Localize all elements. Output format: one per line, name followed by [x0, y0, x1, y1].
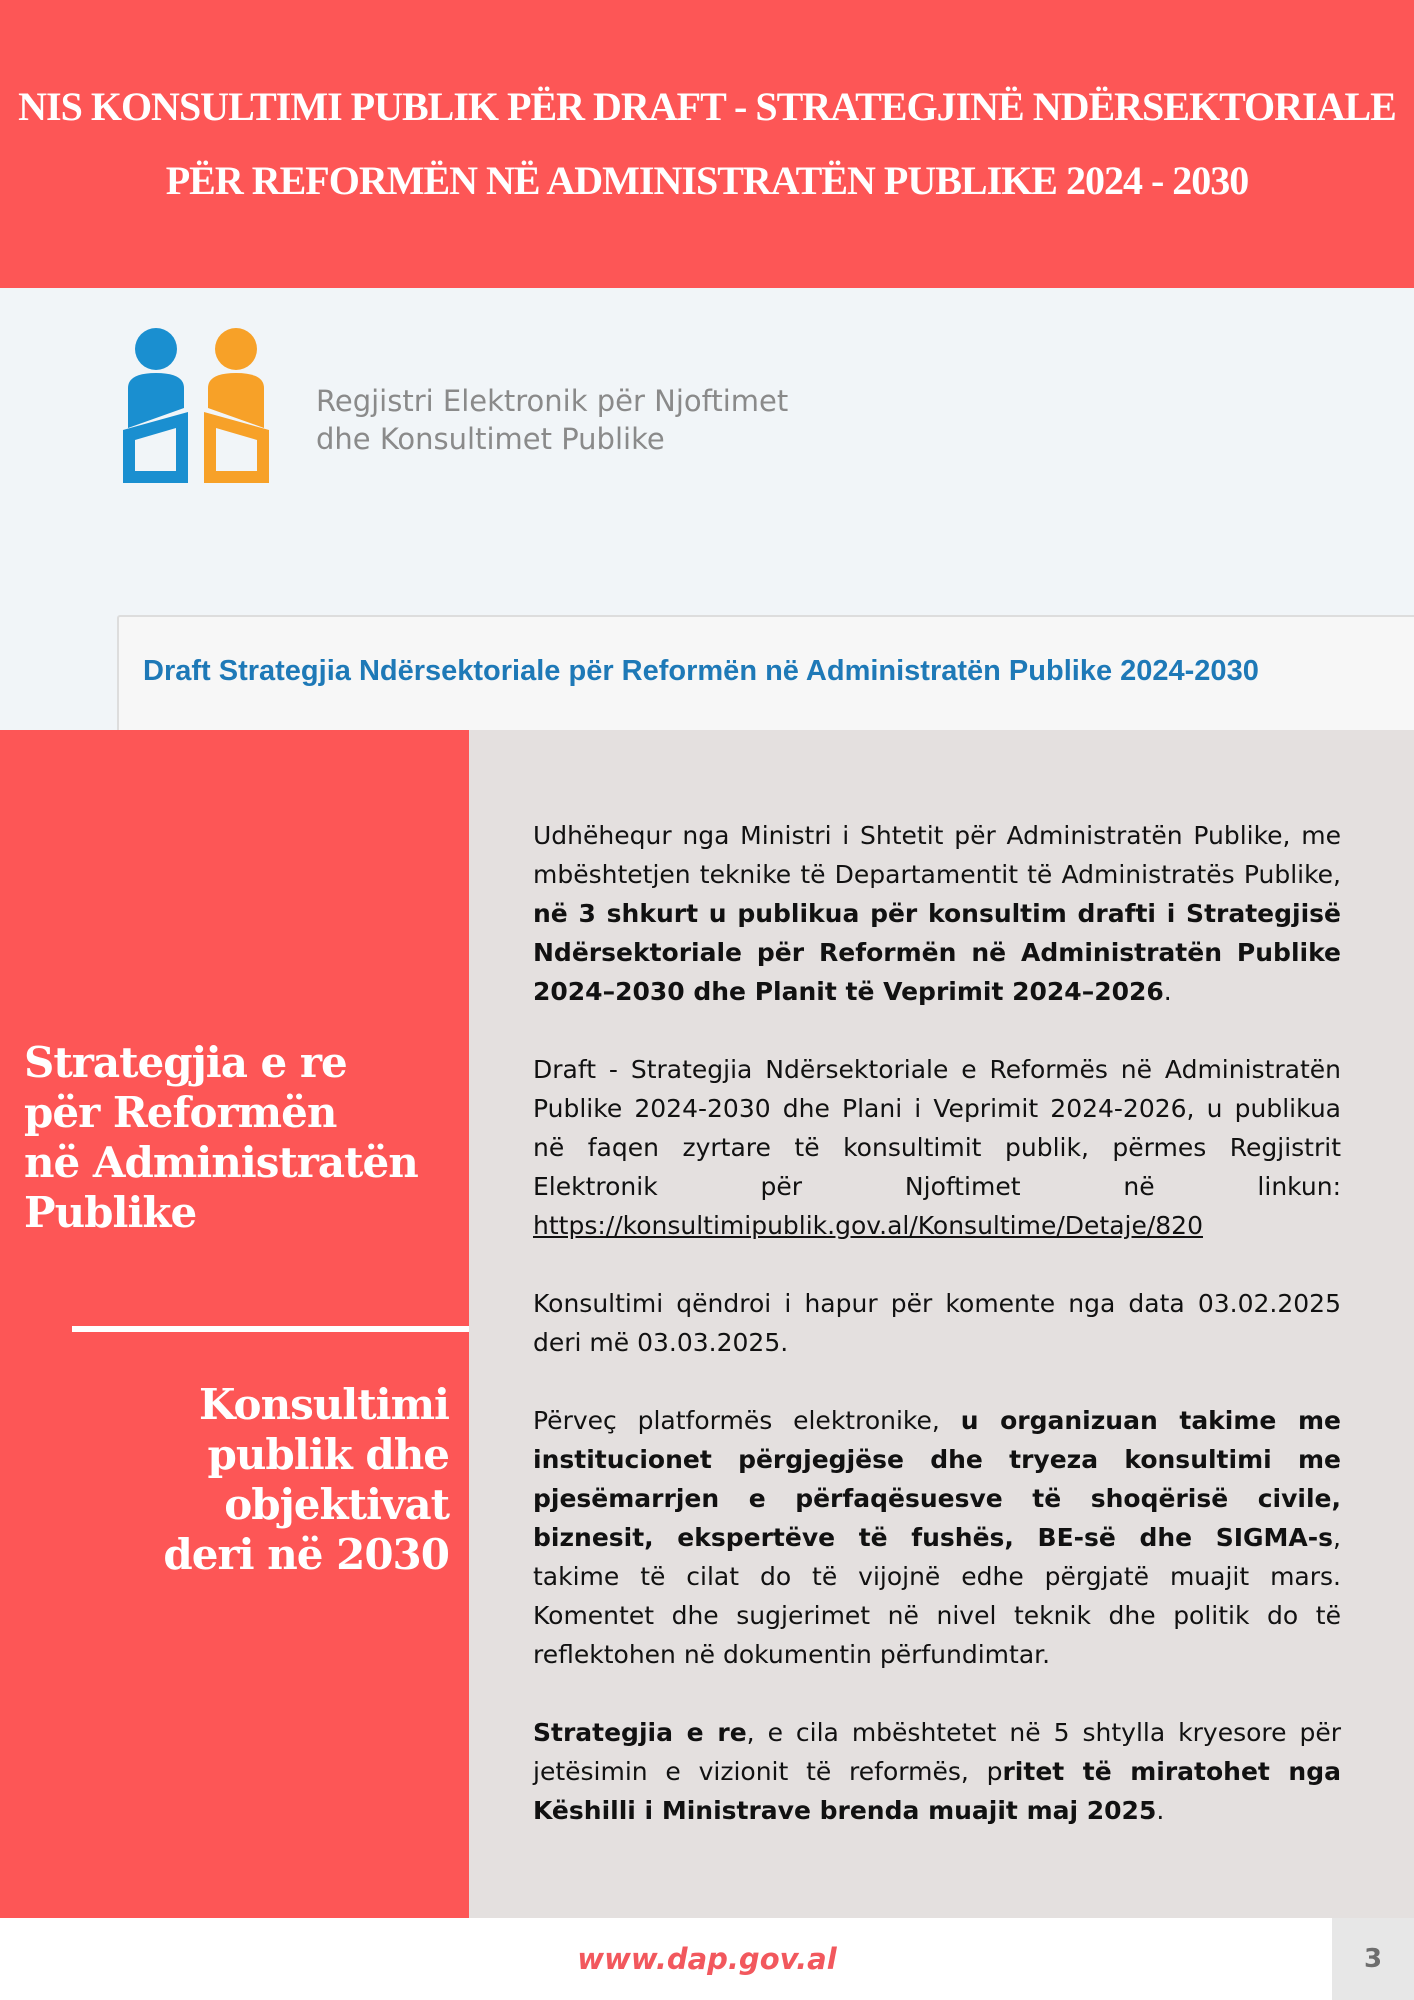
logo-text-line-1: Regjistri Elektronik për Njoftimet	[316, 384, 789, 418]
paragraph-bold-text: në 3 shkurt u publikua për konsultim drafti i Strategjisë Ndërsektoriale për Reformën në Administratën Publike 2024–2030 dhe Planit të Veprimit 2024–2026	[533, 899, 1341, 1006]
sidebar-heading-line: Strategjia e re	[24, 1038, 347, 1087]
logo-text-line-2: dhe Konsultimet Publike	[316, 422, 665, 456]
paragraph-bold-text: ritet të miratohet nga Këshilli i Ministrave brenda muajit maj 2025	[533, 1757, 1341, 1825]
sidebar-heading-line: Publike	[24, 1188, 197, 1237]
paragraph-text: Draft - Strategjia Ndërsektoriale e Reformës në Administratën Publike 2024-2030 dhe Plani i Veprimit 2024-2026, u publikua në faqen zyrtare të konsultimit publik, përmes Regjistrit Elektronik për Njoftimet në linkun:	[533, 1055, 1341, 1201]
article-body	[533, 816, 1341, 1869]
paragraph-text: .	[1163, 977, 1172, 1006]
consultation-title: Draft Strategjia Ndërsektoriale për Reformën në Administratën Publike 2024-2030	[143, 655, 1259, 687]
sidebar-subheading	[49, 1380, 449, 1580]
header-title-line-2: PËR REFORMËN NË ADMINISTRATËN PUBLIKE 2024 - 2030	[165, 158, 1249, 203]
main-content	[469, 730, 1414, 1918]
sidebar-heading-line: në Administratën	[24, 1138, 418, 1187]
paragraph-text: Përveç platformës elektronike,	[533, 1406, 961, 1435]
page-number-box	[1332, 1918, 1414, 2000]
sidebar-heading-line: për Reformën	[24, 1088, 337, 1137]
paragraph-link	[533, 1050, 1341, 1245]
paragraph-approval	[533, 1713, 1341, 1830]
paragraph-publication	[533, 816, 1341, 1011]
paragraph-bold-text: u organizuan takime me institucionet përgjegjëse dhe tryeza konsultimi me pjesëmarrjen e përfaqësuesve të shoqërisë civile, biznesit, ekspertëve të fushës, BE-së dhe SIGMA-s	[533, 1406, 1342, 1552]
paragraph-dates: Konsultimi qëndroi i hapur për komente nga data 03.02.2025 deri më 03.03.2025.	[533, 1289, 1341, 1357]
paragraph-meetings	[533, 1401, 1341, 1674]
register-logo-text	[316, 382, 788, 458]
sidebar-subheading-line: Konsultimi	[198, 1380, 449, 1429]
sidebar-subheading-line: deri në 2030	[163, 1530, 449, 1579]
paragraph-text: .	[1156, 1796, 1165, 1825]
sidebar-heading	[24, 1038, 464, 1238]
sidebar	[0, 730, 469, 1918]
sidebar-divider	[72, 1326, 469, 1332]
footer-website-link[interactable]: www.dap.gov.al	[577, 1942, 837, 1976]
consultation-link[interactable]: https://konsultimipublik.gov.al/Konsultime/Detaje/820	[533, 1211, 1203, 1240]
paragraph-bold-text: Strategjia e re	[533, 1718, 747, 1747]
consultation-title-box	[117, 615, 1414, 730]
page-footer	[0, 1918, 1414, 2000]
sidebar-subheading-line: publik dhe	[207, 1430, 449, 1479]
header-title-line-1: NIS KONSULTIMI PUBLIK PËR DRAFT - STRATEGJINË NDËRSEKTORIALE	[18, 84, 1396, 129]
paragraph-text: , takime të cilat do të vijojnë edhe përgjatë muajit mars. Komentet dhe sugjerimet në nivel teknik dhe politik do të reflektohen në dokumentin përfundimtar.	[533, 1523, 1341, 1669]
page-header	[0, 0, 1414, 288]
paragraph-text: , e cila mbështetet në 5 shtylla kryesore për jetësimin e vizionit të reformës, p	[533, 1718, 1341, 1786]
page-number: 3	[1363, 1944, 1383, 1974]
two-people-reading-icon	[118, 328, 288, 488]
sidebar-subheading-line: objektivat	[224, 1480, 449, 1529]
consultation-register-screenshot	[0, 288, 1414, 730]
paragraph-text: Udhëhequr nga Ministri i Shtetit për Administratën Publike, me mbështetjen teknike të Departamentit të Administratës Publike,	[533, 821, 1341, 889]
